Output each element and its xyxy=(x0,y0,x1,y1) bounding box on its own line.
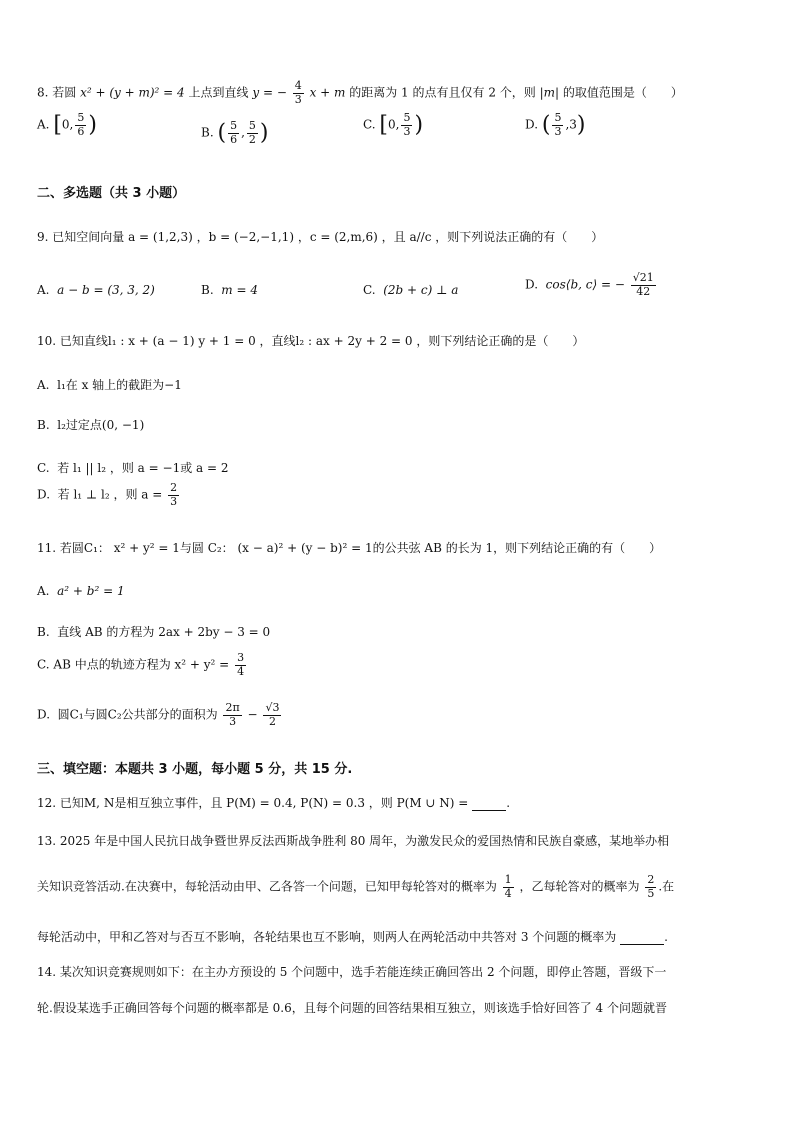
q8-option-c: C. [0, $\frac{5}{3}$ ) xyxy=(363,111,424,138)
section-2-title: 二、多选题（共 3 小题） xyxy=(37,186,186,201)
q10-option-c: C. 若 l₁ || l₂ ，则 a = −1或 a = 2 xyxy=(37,461,229,475)
q8-line-eq-lhs: y = − xyxy=(252,85,287,100)
q13-prob-jia: $\frac{1}{4}$ xyxy=(504,873,512,900)
q13-line3: 每轮活动中，甲和乙答对与否互不影响，各轮结果也互不影响，则两人在两轮活动中共答对 3 个问题的概率为 . xyxy=(37,930,668,944)
q13-answer-blank[interactable] xyxy=(620,930,664,945)
section-3-title: 三、填空题：本题共 3 小题，每小题 5 分，共 15 分. xyxy=(37,762,353,777)
q14-line2: 轮.假设某选手正确回答每个问题的概率都是 0.6，且每个问题的回答结果相互独立，则该选手恰好回答了 4 个问题就晋 xyxy=(37,1001,667,1015)
q9-stem: 9. 已知空间向量 a = (1,2,3) ，b = (−2,−1,1) ，c = (2,m,6) ，且 a//c ，则下列说法正确的有（ ） xyxy=(37,230,604,244)
q8-abs-m: |m| xyxy=(539,85,560,100)
q8-stem-b: 上点到直线 xyxy=(188,85,249,100)
q10-option-b: B. l₂过定点(0, −1) xyxy=(37,418,145,432)
q8-stem-d: 的取值范围是（ ） xyxy=(562,85,683,100)
q11-option-c: C. AB 中点的轨迹方程为 x² + y² = $\frac{3}{4}$ xyxy=(37,651,245,678)
q14-line1: 14. 某次知识竞赛规则如下：在主办方预设的 5 个问题中，选手若能连续正确回答出 2 个问题，即停止答题，晋级下一 xyxy=(37,965,667,979)
q9-option-d: D. cos⟨b, c⟩ = − $\frac{√21}{42}$ xyxy=(525,271,654,298)
q10-option-a: A. l₁在 x 轴上的截距为−1 xyxy=(37,378,182,392)
q8-option-a: A. [0, $\frac{5}{6}$ ) xyxy=(37,111,97,138)
q8-stem xyxy=(37,80,683,106)
q11-option-d: D. 圆C₁与圆C₂公共部分的面积为 $\frac{2\pi}{3}$ − $\frac{√3}{2}$ xyxy=(37,701,280,728)
q8-circle-eq: x² + (y + m)² = 4 xyxy=(80,85,185,100)
q8-line-eq-rhs: x + m xyxy=(309,85,346,100)
q8-stem-c: 的距离为 1 的点有且仅有 2 个，则 xyxy=(349,85,536,100)
q12-stem: 12. 已知M, N是相互独立事件，且 P(M) = 0.4, P(N) = 0.3 ，则 P(M ∪ N) = . xyxy=(37,796,511,810)
q10-stem: 10. 已知直线l₁ : x + (a − 1) y + 1 = 0 ，直线l₂ : ax + 2y + 2 = 0 ，则下列结论正确的是（ ） xyxy=(37,334,585,348)
q10-option-d: D. 若 l₁ ⊥ l₂ ，则 a = $\frac{2}{3}$ xyxy=(37,481,178,508)
q9-option-c: C. (2b + c) ⊥ a xyxy=(363,283,459,297)
q11-option-a: A. a² + b² = 1 xyxy=(37,584,125,598)
q9-option-b: B. m = 4 xyxy=(201,283,258,297)
q13-line1: 13. 2025 年是中国人民抗日战争暨世界反法西斯战争胜利 80 周年，为激发民众的爱国热情和民族自豪感，某地举办相 xyxy=(37,834,670,848)
q9-option-a: A. a − b = (3, 3, 2) xyxy=(37,283,155,297)
q13-line2: 关知识竞答活动.在决赛中，每轮活动由甲、乙各答一个问题，已知甲每轮答对的概率为 $\frac{1}{4}$ ，乙每轮答对的概率为 $\frac{2}{5}$ .在 xyxy=(37,873,675,900)
q8-stem-a: 8. 若圆 xyxy=(37,85,77,100)
q13-prob-yi: $\frac{2}{5}$ xyxy=(647,873,655,900)
q11-stem: 11. 若圆C₁： x² + y² = 1与圆 C₂： (x − a)² + (y − b)² = 1的公共弦 AB 的长为 1，则下列结论正确的有（ ） xyxy=(37,541,662,555)
q8-option-b: B. ( $\frac{5}{6}$ , $\frac{5}{2}$ ) xyxy=(201,119,269,146)
q8-line-slope: $\frac{4}{3}$ xyxy=(294,79,302,106)
q8-option-d: D. ( $\frac{5}{3}$ ,3) xyxy=(525,111,586,138)
q11-option-b: B. 直线 AB 的方程为 2ax + 2by − 3 = 0 xyxy=(37,625,271,639)
q12-answer-blank[interactable] xyxy=(472,796,506,811)
